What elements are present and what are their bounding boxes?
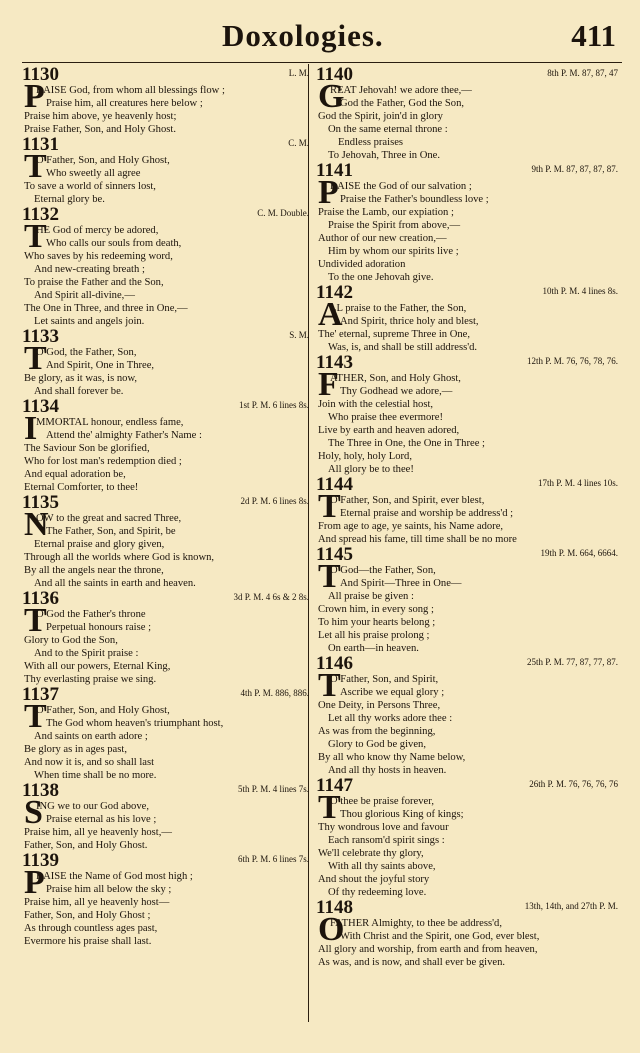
verse-line: Praise the Spirit from above,— (328, 220, 461, 231)
verse-line: The One in Three, and three in One,— (24, 303, 188, 314)
verse-line: Praise him all below the sky ; (46, 884, 172, 895)
verse-line: RAISE the Name of God most high ; (36, 871, 193, 882)
hymn-text (318, 78, 618, 162)
hymn-number: 1133 (22, 326, 59, 347)
verse-line: Be glory as in ages past, (24, 744, 127, 755)
drop-cap: P (24, 78, 45, 115)
verse-line: And to the Spirit praise : (34, 648, 139, 659)
verse-line: Thy everlasting praise we sing. (24, 674, 157, 685)
verse-line: O Father, Son, and Spirit, ever blest, (330, 495, 485, 506)
drop-cap: T (24, 698, 47, 735)
drop-cap: T (318, 789, 341, 826)
hymn-1139 (24, 852, 309, 948)
verse-line: Who saves by his redeeming word, (24, 251, 173, 262)
verse-line: All glory and worship, from earth and from heaven, (318, 944, 538, 955)
verse-line: Holy, holy, holy Lord, (318, 451, 412, 462)
verse-line: FATHER Almighty, to thee be address'd, (330, 918, 502, 929)
verse-line: To save a world of sinners lost, (24, 181, 156, 192)
verse-line: Father, Son, and Holy Ghost ; (24, 910, 151, 921)
verse-line: RAISE the God of our salvation ; (330, 181, 472, 192)
page-number: 411 (571, 18, 616, 53)
drop-cap: A (318, 296, 343, 333)
verse-line: And Spirit—Three in One— (340, 578, 462, 589)
verse-line: Of thy redeeming love. (328, 887, 427, 898)
verse-line: The Three in One, the One in Three ; (328, 438, 485, 449)
verse-line: With all thy saints above, (328, 861, 436, 872)
verse-line: Let all his praise prolong ; (318, 630, 430, 641)
hymn-text (318, 558, 618, 655)
verse-line: REAT Jehovah! we adore thee,— (330, 85, 472, 96)
verse-line: Praise him, all ye heavenly host— (24, 897, 170, 908)
hymn-header (318, 66, 618, 84)
hymn-number: 1130 (22, 64, 59, 85)
hymn-meter: 6th P. M. 6 lines 7s. (237, 854, 309, 864)
drop-cap: T (24, 148, 47, 185)
verse-line: By all the angels near the throne, (24, 565, 164, 576)
hymn-header (24, 66, 309, 84)
hymn-meter: 25th P. M. 77, 87, 77, 87. (526, 657, 618, 667)
hymn-1144 (318, 476, 618, 546)
verse-line: God the Father, God the Son, (340, 98, 465, 109)
hymn-1130 (24, 66, 309, 136)
hymn-meter: 12th P. M. 76, 76, 78, 76. (526, 356, 618, 366)
verse-line: Undivided adoration (318, 259, 406, 270)
verse-line: Praise the Lamb, our expiation ; (318, 207, 454, 218)
hymn-text (318, 174, 618, 284)
hymn-number: 1144 (316, 474, 353, 495)
hymn-number: 1141 (316, 160, 353, 181)
hymn-text (318, 488, 618, 546)
drop-cap: S (24, 794, 43, 831)
verse-line: Who praise thee evermore! (328, 412, 444, 423)
verse-line: Let saints and angels join. (34, 316, 145, 327)
hymn-number: 1136 (22, 588, 59, 609)
verse-line: Thy Godhead we adore,— (340, 386, 453, 397)
verse-line: O Father, Son, and Holy Ghost, (36, 705, 170, 716)
verse-line: Praise him, all ye heavenly host,— (24, 827, 172, 838)
verse-line: And Spirit, One in Three, (46, 360, 155, 371)
verse-line: Who calls our souls from death, (46, 238, 182, 249)
hymn-number: 1148 (316, 897, 353, 918)
verse-line: The God whom heaven's triumphant host, (46, 718, 224, 729)
verse-line: From age to age, ye saints, his Name adore, (318, 521, 504, 532)
hymn-header (318, 655, 618, 673)
left-column (24, 66, 309, 948)
hymn-text (318, 366, 618, 476)
hymn-number: 1131 (22, 134, 59, 155)
hymn-1131 (24, 136, 309, 206)
hymn-header (24, 328, 309, 346)
verse-line: All glory be to thee! (328, 464, 414, 475)
drop-cap: T (318, 488, 341, 525)
hymn-header (318, 777, 618, 795)
verse-line: Glory to God be given, (328, 739, 426, 750)
hymn-header (24, 206, 309, 224)
verse-line: Who for lost man's redemption died ; (24, 456, 182, 467)
verse-line: LL praise to the Father, the Son, (330, 303, 467, 314)
verse-line: Join with the celestial host, (318, 399, 434, 410)
right-column (318, 66, 618, 969)
verse-line: To him your hearts belong ; (318, 617, 436, 628)
drop-cap: N (24, 506, 49, 543)
verse-line: On earth—in heaven. (328, 643, 419, 654)
hymn-number: 1142 (316, 282, 353, 303)
hymn-1135 (24, 494, 309, 590)
hymn-meter: C. M. Double. (257, 208, 309, 218)
hymn-number: 1140 (316, 64, 353, 85)
verse-line: Perpetual honours raise ; (46, 622, 152, 633)
hymn-meter: 4th P. M. 886, 886. (240, 688, 309, 698)
hymn-number: 1147 (316, 775, 353, 796)
hymn-meter: 19th P. M. 664, 6664. (540, 548, 618, 558)
verse-line: Ascribe we equal glory ; (340, 687, 445, 698)
verse-line: By all who know thy Name below, (318, 752, 466, 763)
hymn-1143 (318, 354, 618, 476)
verse-line: As was from the beginning, (318, 726, 436, 737)
page-title: Doxologies. (222, 18, 384, 53)
verse-line: Praise him, all creatures here below ; (46, 98, 203, 109)
drop-cap: T (318, 558, 341, 595)
hymn-header (318, 546, 618, 564)
hymn-text (24, 78, 309, 136)
hymn-1145 (318, 546, 618, 655)
hymn-meter: L. M. (288, 68, 309, 78)
hymn-text (24, 698, 309, 782)
hymn-meter: 13th, 14th, and 27th P. M. (524, 901, 618, 911)
verse-line: Father, Son, and Holy Ghost. (24, 840, 148, 851)
verse-line: O God the Father's throne (36, 609, 146, 620)
hymn-number: 1139 (22, 850, 59, 871)
hymn-meter: 10th P. M. 4 lines 8s. (542, 286, 618, 296)
hymn-header (318, 476, 618, 494)
hymn-number: 1135 (22, 492, 59, 513)
drop-cap: O (318, 911, 345, 948)
hymn-meter: 17th P. M. 4 lines 10s. (537, 478, 618, 488)
verse-line: And all thy hosts in heaven. (328, 765, 447, 776)
verse-line: And new-creating breath ; (34, 264, 145, 275)
hymn-header (24, 782, 309, 800)
hymn-number: 1143 (316, 352, 353, 373)
hymn-header (24, 494, 309, 512)
verse-line: Each ransom'd spirit sings : (328, 835, 445, 846)
verse-line: One Deity, in Persons Three, (318, 700, 441, 711)
hymn-meter: 3d P. M. 4 6s & 2 8s. (233, 592, 309, 602)
verse-line: Attend the' almighty Father's Name : (46, 430, 202, 441)
hymn-header (318, 284, 618, 302)
verse-line: To the one Jehovah give. (328, 272, 434, 283)
hymn-text (24, 218, 309, 328)
verse-line: O God—the Father, Son, (330, 565, 436, 576)
verse-line: And shall forever be. (34, 386, 124, 397)
verse-line: O Father, Son, and Spirit, (330, 674, 439, 685)
verse-line: All praise be given : (328, 591, 414, 602)
hymn-1141 (318, 162, 618, 284)
verse-line: ATHER, Son, and Holy Ghost, (330, 373, 461, 384)
verse-line: RAISE God, from whom all blessings flow ; (36, 85, 225, 96)
hymn-text (318, 667, 618, 777)
hymn-1136 (24, 590, 309, 686)
verse-line: We'll celebrate thy glory, (318, 848, 424, 859)
verse-line: O Father, Son, and Holy Ghost, (36, 155, 170, 166)
hymn-meter: 1st P. M. 6 lines 8s. (238, 400, 309, 410)
drop-cap: T (24, 602, 47, 639)
hymn-meter: 9th P. M. 87, 87, 87, 87. (531, 164, 618, 174)
hymn-meter: 5th P. M. 4 lines 7s. (237, 784, 309, 794)
drop-cap: G (318, 78, 345, 115)
hymn-meter: 8th P. M. 87, 87, 47 (547, 68, 618, 78)
hymn-text (24, 794, 309, 852)
hymn-text (24, 602, 309, 686)
verse-line: Eternal glory be. (34, 194, 105, 205)
verse-line: ING we to our God above, (36, 801, 149, 812)
verse-line: Evermore his praise shall last. (24, 936, 152, 947)
verse-line: The Saviour Son be glorified, (24, 443, 150, 454)
hymn-header (24, 398, 309, 416)
hymn-number: 1138 (22, 780, 59, 801)
hymn-text (24, 506, 309, 590)
hymn-text (24, 148, 309, 206)
hymn-1138 (24, 782, 309, 852)
hymn-meter: S. M. (289, 330, 309, 340)
verse-line: O God, the Father, Son, (36, 347, 137, 358)
verse-line: Be glory, as it was, is now, (24, 373, 138, 384)
verse-line: And all the saints in earth and heaven. (34, 578, 196, 589)
verse-line: To Jehovah, Three in One. (328, 150, 441, 161)
verse-line: Endless praises (338, 137, 404, 148)
hymn-header (318, 162, 618, 180)
hymn-text (318, 296, 618, 354)
header-rule (22, 62, 622, 63)
hymn-text (24, 864, 309, 948)
verse-line: And spread his fame, till time shall be no more (318, 534, 517, 545)
hymn-1148 (318, 899, 618, 969)
verse-line: Praise eternal as his love ; (46, 814, 157, 825)
hymn-header (318, 899, 618, 917)
verse-line: Was, is, and shall be still address'd. (328, 342, 478, 353)
verse-line: Thy wondrous love and favour (318, 822, 449, 833)
hymn-header (24, 686, 309, 704)
hymn-header (318, 354, 618, 372)
verse-line: Praise him above, ye heavenly host; (24, 111, 177, 122)
verse-line: Praise the Father's boundless love ; (340, 194, 489, 205)
verse-line: Live by earth and heaven adored, (318, 425, 460, 436)
verse-line: As through countless ages past, (24, 923, 158, 934)
verse-line: OW to the great and sacred Three, (36, 513, 182, 524)
hymn-header (24, 852, 309, 870)
verse-line: The Father, Son, and Spirit, be (46, 526, 176, 537)
hymn-text (24, 410, 309, 494)
verse-line: To praise the Father and the Son, (24, 277, 164, 288)
verse-line: O thee be praise forever, (330, 796, 434, 807)
hymn-1140 (318, 66, 618, 162)
page-header (0, 14, 640, 58)
hymn-1134 (24, 398, 309, 494)
verse-line: Glory to God the Son, (24, 635, 118, 646)
verse-line: The' eternal, supreme Three in One, (318, 329, 471, 340)
verse-line: MMORTAL honour, endless fame, (36, 417, 184, 428)
hymn-meter: C. M. (288, 138, 309, 148)
verse-line: And saints on earth adore ; (34, 731, 148, 742)
hymn-text (24, 340, 309, 398)
verse-line: Who sweetly all agree (46, 168, 141, 179)
hymn-number: 1134 (22, 396, 59, 417)
verse-line: And now it is, and so shall last (24, 757, 155, 768)
drop-cap: F (318, 366, 339, 403)
verse-line: Author of our new creation,— (318, 233, 447, 244)
hymn-number: 1137 (22, 684, 59, 705)
hymn-1132 (24, 206, 309, 328)
drop-cap: T (24, 218, 47, 255)
hymn-meter: 2d P. M. 6 lines 8s. (240, 496, 309, 506)
verse-line: Eternal praise and glory given, (34, 539, 165, 550)
verse-line: And shout the joyful story (318, 874, 430, 885)
verse-line: Crown him, in every song ; (318, 604, 434, 615)
hymn-header (24, 136, 309, 154)
hymn-1137 (24, 686, 309, 782)
verse-line: Let all thy works adore thee : (328, 713, 453, 724)
hymn-header (24, 590, 309, 608)
hymn-text (318, 911, 618, 969)
drop-cap: T (24, 340, 47, 377)
verse-line: Eternal praise and worship be address'd ; (340, 508, 514, 519)
drop-cap: T (318, 667, 341, 704)
hymn-number: 1132 (22, 204, 59, 225)
hymn-meter: 26th P. M. 76, 76, 76, 76 (529, 779, 618, 789)
verse-line: Eternal Comforter, to thee! (24, 482, 139, 493)
verse-line: And Spirit all-divine,— (34, 290, 135, 301)
verse-line: Thou glorious King of kings; (340, 809, 464, 820)
verse-line: On the same eternal throne : (328, 124, 448, 135)
hymn-text (318, 789, 618, 899)
drop-cap: P (318, 174, 339, 211)
verse-line: Praise Father, Son, and Holy Ghost. (24, 124, 176, 135)
verse-line: And Spirit, thrice holy and blest, (340, 316, 479, 327)
hymn-1142 (318, 284, 618, 354)
verse-line: When time shall be no more. (34, 770, 157, 781)
drop-cap: I (24, 410, 38, 447)
drop-cap: P (24, 864, 45, 901)
verse-line: And equal adoration be, (24, 469, 126, 480)
verse-line: Him by whom our spirits live ; (328, 246, 459, 257)
hymn-1146 (318, 655, 618, 777)
hymn-number: 1146 (316, 653, 353, 674)
verse-line: As was, and is now, and shall ever be given. (318, 957, 506, 968)
hymn-1133 (24, 328, 309, 398)
verse-line: God the Spirit, join'd in glory (318, 111, 443, 122)
verse-line: With all our powers, Eternal King, (24, 661, 171, 672)
verse-line: With Christ and the Spirit, one God, ever blest, (340, 931, 540, 942)
verse-line: Through all the worlds where God is known, (24, 552, 215, 563)
hymn-1147 (318, 777, 618, 899)
verse-line: HE God of mercy be adored, (36, 225, 159, 236)
hymn-number: 1145 (316, 544, 353, 565)
